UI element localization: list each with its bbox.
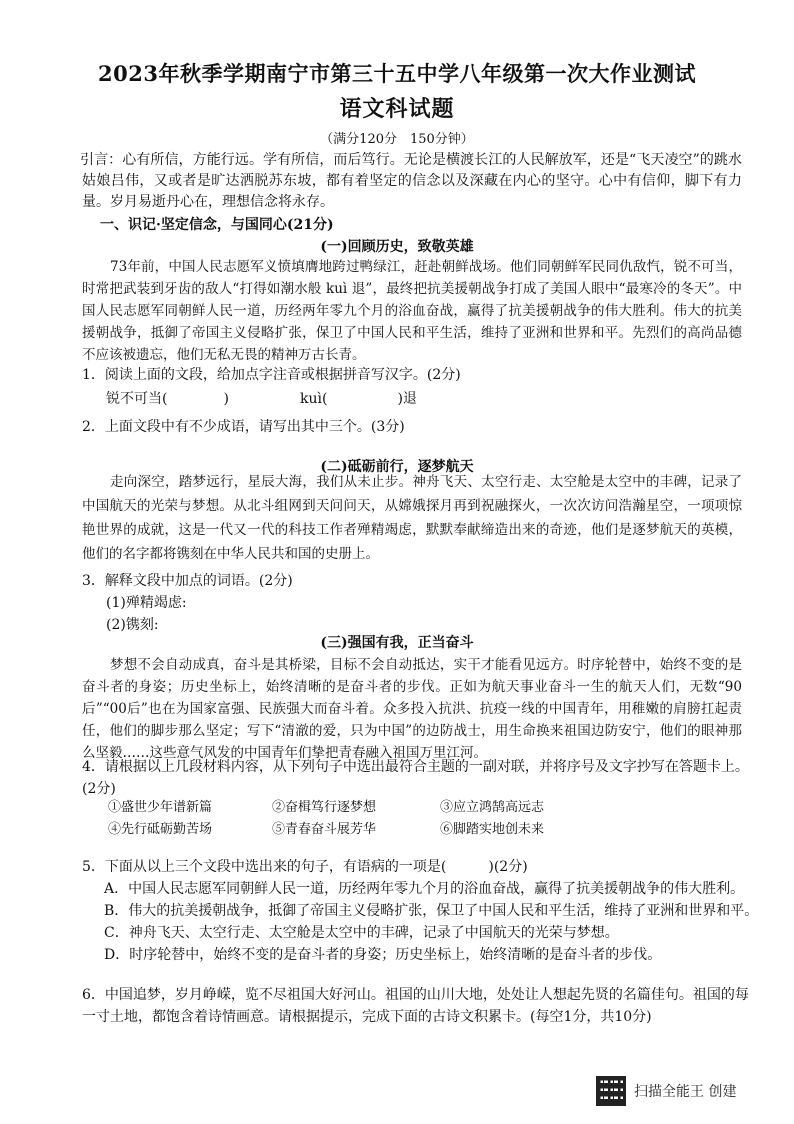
question-1: 1．阅读上面的文段，给加点字注音或根据拼音写汉字。(2分) bbox=[82, 367, 461, 383]
q4-option-1[interactable]: ①盛世少年谱新篇 bbox=[108, 800, 213, 815]
q4-option-3[interactable]: ③应立鸿鹄高远志 bbox=[440, 800, 545, 815]
q5-choice-b[interactable]: B．伟大的抗美援朝战争，抵御了帝国主义侵略扩张，保卫了中国人民和平生活，维持了亚洲和世界和平。 bbox=[104, 903, 759, 919]
question-2: 2．上面文段中有不少成语，请写出其中三个。(3分) bbox=[82, 419, 405, 435]
part1-heading: (一)回顾历史，致敬英雄 bbox=[320, 239, 474, 255]
qr-code-icon bbox=[596, 1076, 626, 1106]
question-6: 6．中国追梦，岁月峥嵘，览不尽祖国大好河山。祖国的山川大地，处处让人想起先贤的名篇佳句。祖国的每一寸土地，都饱含着诗情画意。请根据提示，完成下面的古诗文积累卡。(每空1分，共10分) bbox=[82, 987, 749, 1025]
q4-option-6[interactable]: ⑥脚踏实地创未来 bbox=[440, 822, 545, 837]
scanner-watermark bbox=[596, 1076, 736, 1106]
q1-answer-a[interactable]: 锐不可当( ) bbox=[106, 391, 229, 407]
part1-passage: 73年前，中国人民志愿军义愤填膺地跨过鸭绿江，赶赴朝鲜战场。他们同朝鲜军民同仇敌忾，锐不可当，时常把武装到牙齿的敌人“打得如潮水般 kuì 退”，最终把抗美援朝战争打成了美国人眼中“最寒冷的冬天”。中国人民志愿军同朝鲜人民一道，历经两年零九个月的浴血奋战，赢得了抗美援朝战争的伟大胜利。伟大的抗美援朝战争，抵御了帝国主义侵略扩张，保卫了中国人民和平生活，维持了亚洲和世界和平。先烈们的高尚品德不应该被遗忘，他们无私无畏的精神万古长青。 bbox=[82, 259, 742, 363]
q4-option-4[interactable]: ④先行砥砺勤苦场 bbox=[108, 822, 213, 837]
scanner-label: 扫描全能王 创建 bbox=[634, 1084, 737, 1100]
q5-choice-c[interactable]: C．神舟飞天、太空行走、太空舱是太空中的丰碑，记录了中国航天的光荣与梦想。 bbox=[104, 925, 619, 941]
exam-title: 2023年秋季学期南宁市第三十五中学八年级第一次大作业测试 bbox=[98, 61, 696, 86]
section-heading: 一、识记·坚定信念，与国同心(21分) bbox=[100, 217, 334, 233]
part2-passage: 走向深空，踏梦远行，星辰大海，我们从未止步。神舟飞天、太空行走、太空舱是太空中的丰碑，记录了中国航天的光荣与梦想。从北斗组网到天问问天，从嫦娥探月再到祝融探火，一次次访问浩瀚星空，一项项惊艳世界的成就，这是一代又一代的科技工作者殚精竭虑，默默奉献缔造出来的奇迹，他们是逐梦航天的英模，他们的名字都将镌刻在中华人民共和国的史册上。 bbox=[82, 474, 742, 562]
q5-choice-d[interactable]: D．时序轮替中，始终不变的是奋斗者的身姿；历史坐标上，始终清晰的是奋斗者的步伐。 bbox=[104, 947, 662, 963]
q1-answer-b[interactable]: kuì( )退 bbox=[300, 391, 417, 407]
q3-item-1[interactable]: (1)殚精竭虑: bbox=[106, 595, 187, 611]
part2-heading: (二)砥砺前行，逐梦航天 bbox=[320, 459, 474, 475]
question-4: 4．请根据以上几段材料内容，从下列句子中选出最符合主题的一副对联，并将序号及文字抄写在答题卡上。(2分) bbox=[82, 759, 749, 797]
part3-heading: (三)强国有我，正当奋斗 bbox=[320, 635, 474, 651]
part3-passage: 梦想不会自动成真，奋斗是其桥梁，目标不会自动抵达，实干才能看见远方。时序轮替中，始终不变的是奋斗者的身姿；历史坐标上，始终清晰的是奋斗者的步伐。正如为航天事业奋斗一生的航天人们，无数“90后”“00后”也在为国家富强、民族强大而奋斗着。众多投入抗洪、抗疫一线的中国青年，用稚嫩的肩膀扛起责任，他们的脚步那么坚定；写下“清澈的爱，只为中国”的边防战士，用生命换来祖国边防安宁，他们的眼神那么坚毅……这些意气风发的中国青年们挚把青春融入祖国万里江河。 bbox=[82, 657, 742, 761]
score-line: （满分120分 150分钟） bbox=[320, 132, 474, 147]
q4-option-5[interactable]: ⑤青春奋斗展芳华 bbox=[272, 822, 377, 837]
q4-option-2[interactable]: ②奋楫笃行逐梦想 bbox=[272, 800, 377, 815]
q5-choice-a[interactable]: A．中国人民志愿军同朝鲜人民一道，历经两年零九个月的浴血奋战，赢得了抗美援朝战争的伟大胜利。 bbox=[104, 881, 745, 897]
intro-paragraph: 引言：心有所信，方能行远。学有所信，而后笃行。无论是横渡长江的人民解放军，还是“飞天凌空”的跳水姑娘吕伟，又或者是旷达洒脱苏东坡，都有着坚定的信念以及深藏在内心的坚守。心中有信仰，脚下有力量。岁月易逝丹心在，理想信念将永存。 bbox=[80, 152, 742, 210]
question-5: 5．下面从以上三个文段中选出来的句子，有语病的一项是( )(2分) bbox=[82, 859, 528, 875]
question-3: 3．解释文段中加点的词语。(2分) bbox=[82, 573, 293, 589]
exam-subtitle: 语文科试题 bbox=[339, 96, 455, 122]
q3-item-2[interactable]: (2)镌刻: bbox=[106, 617, 159, 633]
